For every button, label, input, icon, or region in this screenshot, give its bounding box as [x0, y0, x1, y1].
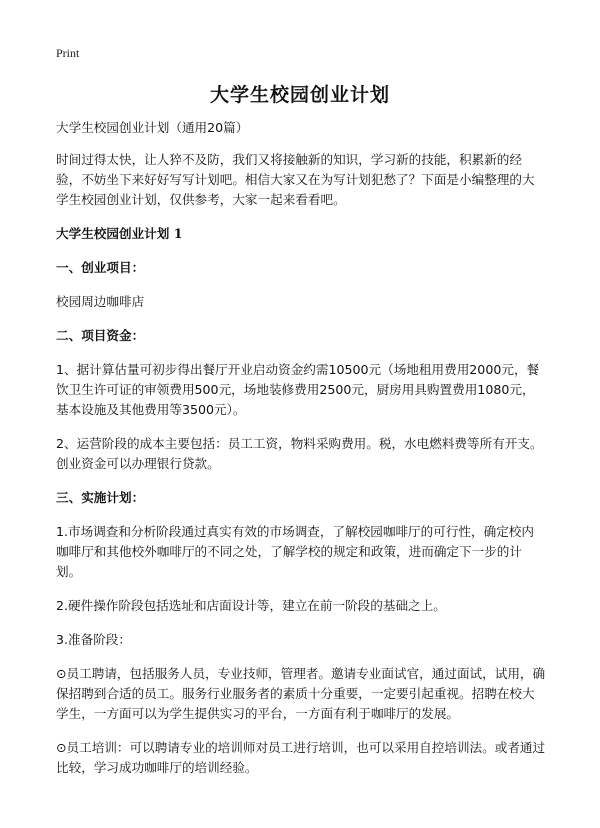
page-title: 大学生校园创业计划 [209, 84, 390, 106]
implementation-paragraph-5: ⊙员工培训：可以聘请专业的培训师对员工进行培训，也可以采用自控培训法。或者通过比较，学习成功咖啡厅的培训经验。 [56, 740, 546, 775]
print-label[interactable]: Print [56, 46, 80, 60]
intro-paragraph: 时间过得太快，让人猝不及防，我们又将接触新的知识，学习新的技能，积累新的经验，不妨坐下来好好写写计划吧。相信大家又在为写计划犯愁了？下面是小编整理的大学生校园创业计划，仅供参考，大家一起来看看吧。 [56, 152, 535, 207]
document-body [56, 118, 546, 792]
funding-paragraph-1: 1、据计算估量可初步得出餐厅开业启动资金约需10500元（场地租用费用2000元，餐饮卫生许可证的审领费用500元，场地装修费用2500元，厨房用具购置费用1080元，基本设施及其他费用等3500元）。 [56, 362, 540, 417]
document-subtitle: 大学生校园创业计划（通用20篇） [56, 120, 249, 135]
project-paragraph: 校园周边咖啡店 [56, 294, 145, 309]
implementation-paragraph-4: ⊙员工聘请，包括服务人员，专业技师，管理者。邀请专业面试官，通过面试，试用，确保招聘到合适的员工。服务行业服务者的素质十分重要，一定要引起重视。招聘在校大学生，一方面可以为学生提供实习的平台，一方面有利于咖啡厅的发展。 [56, 666, 546, 721]
implementation-paragraph-3: 3.准备阶段： [56, 632, 131, 647]
section-heading-funding: 二、项目资金： [56, 328, 145, 343]
plan-heading: 大学生校园创业计划 1 [56, 226, 183, 241]
funding-paragraph-2: 2、运营阶段的成本主要包括：员工工资，物料采购费用。税，水电燃料费等所有开支。创业资金可以办理银行贷款。 [56, 436, 543, 471]
implementation-paragraph-1: 1.市场调查和分析阶段通过真实有效的市场调查，了解校园咖啡厅的可行性，确定校内咖啡厅和其他校外咖啡厅的不同之处，了解学校的规定和政策，进而确定下一步的计划。 [56, 524, 534, 579]
section-heading-project: 一、创业项目： [56, 260, 145, 275]
implementation-paragraph-2: 2.硬件操作阶段包括选址和店面设计等，建立在前一阶段的基础之上。 [56, 598, 446, 613]
section-heading-implementation: 三、实施计划： [56, 490, 145, 505]
